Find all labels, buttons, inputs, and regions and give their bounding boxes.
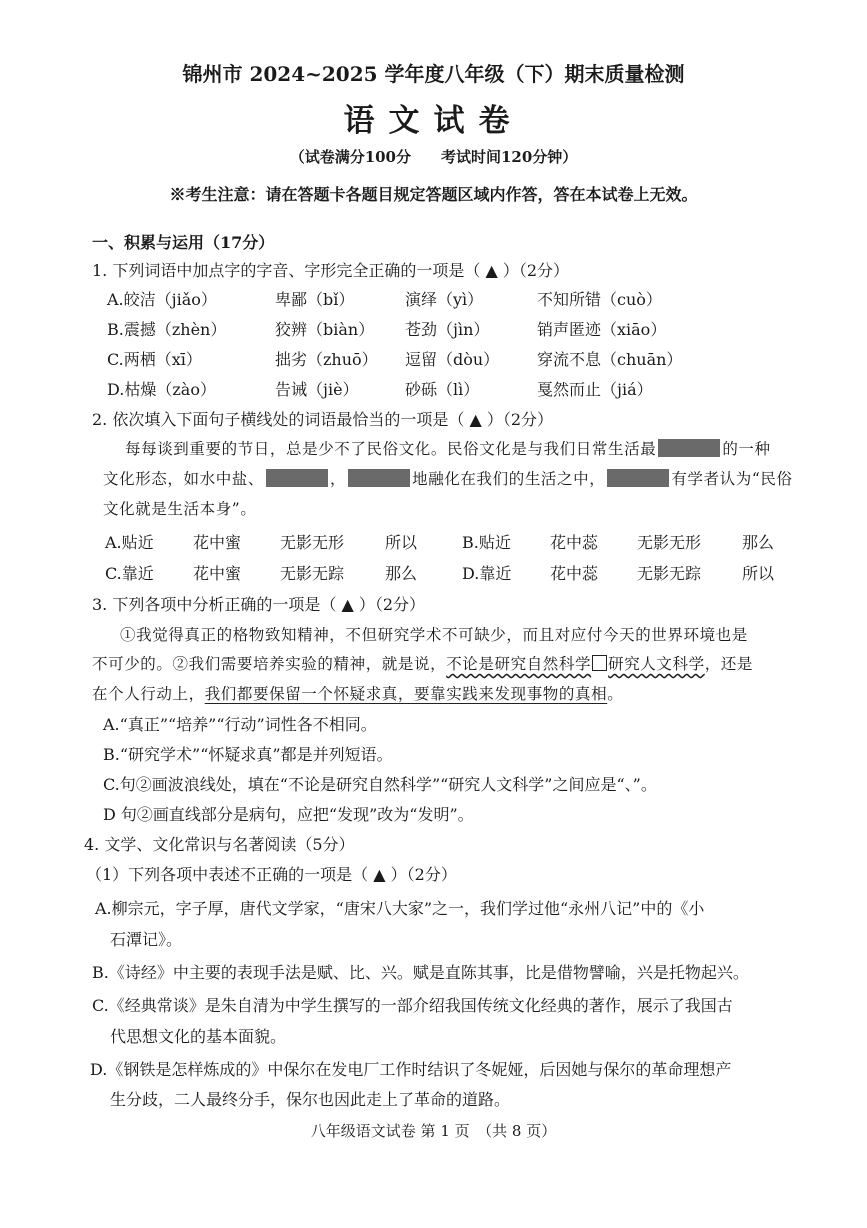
- q3-option-c: C.句②画波浪线处，填在“不论是研究自然科学”“研究人文科学”之间应是“、”。: [103, 775, 657, 794]
- q1-option: 销声匿迹（xiāo）: [537, 320, 667, 339]
- answer-blank: [348, 469, 410, 487]
- exam-notice: ※考生注意：请在答题卡各题目规定答题区域内作答，答在本试卷上无效。: [169, 185, 698, 204]
- q1-option: 不知所错（cuò）: [537, 290, 662, 309]
- q1-option: B.震撼（zhèn）: [107, 320, 227, 339]
- page-footer: 八年级语文试卷 第 1 页 （共 8 页）: [310, 1122, 557, 1140]
- q2-option: 无影无形: [637, 533, 702, 552]
- q3-passage-text: 不可少的。②我们需要培养实验的精神，就是说，: [92, 655, 447, 673]
- q1-option: 戛然而止（jiá）: [537, 380, 653, 399]
- q4-option-b: B.《诗经》中主要的表现手法是赋、比、兴。赋是直陈其事，比是借物譬喻，兴是托物起兴。: [92, 963, 749, 982]
- q3-passage-text: 。: [607, 685, 624, 703]
- q2-passage-text: 地融化在我们的生活之中，: [412, 470, 606, 488]
- q3-passage-line: [92, 682, 623, 704]
- question-4-stem: 4. 文学、文化常识与名著阅读（5分）: [84, 835, 355, 854]
- q1-option: 卑鄙（bǐ）: [275, 290, 355, 309]
- q2-passage-line: 文化形态，如水中盐、 ， 地融化在我们的生活之中， 有学者认为“民俗: [103, 470, 793, 488]
- q1-option: 逗留（dòu）: [405, 350, 500, 369]
- q3-option-b: B.“研究学术”“怀疑求真”都是并列短语。: [103, 745, 393, 764]
- q2-passage-text: 文化形态，如水中盐、: [103, 470, 265, 488]
- question-4-sub1: （1）下列各项中表述不正确的一项是（ ▲ ）（2分）: [86, 865, 457, 884]
- q2-passage-text: 的一种: [722, 440, 771, 458]
- answer-blank: [266, 469, 328, 487]
- page-title: 语文试卷: [343, 103, 524, 139]
- q2-option: 花中蜜: [193, 533, 242, 552]
- wavy-underlined-text: 不论是研究自然科学: [446, 655, 592, 673]
- underlined-text: 我们都要保留一个怀疑求真，要靠实践来发现事物的真相: [204, 685, 608, 703]
- question-3-stem: 3. 下列各项中分析正确的一项是（ ▲ ）（2分）: [92, 595, 426, 614]
- q4-option-a-cont: 石潭记》。: [110, 930, 183, 949]
- q1-option: 穿流不息（chuān）: [537, 350, 683, 369]
- q3-passage-line: ①我觉得真正的格物致知精神，不但研究学术不可缺少，而且对应付今天的世界环境也是: [120, 626, 748, 644]
- q2-option: B.贴近: [462, 533, 511, 552]
- q2-option: 无影无形: [280, 533, 345, 552]
- wavy-underlined-text: 研究人文科学: [608, 655, 705, 673]
- q1-option: A.皎洁（jiǎo）: [107, 290, 217, 309]
- q1-option: D.枯燥（zào）: [107, 380, 216, 399]
- q2-option: D.靠近: [462, 564, 512, 583]
- question-2-stem: 2. 依次填入下面句子横线处的词语最恰当的一项是（ ▲ ）（2分）: [92, 410, 554, 429]
- q3-passage-text: ，还是: [704, 655, 754, 673]
- q4-option-c: C.《经典常谈》是朱自清为中学生撰写的一部介绍我国传统文化经典的著作，展示了我国古: [92, 996, 733, 1015]
- q3-passage-line: [92, 652, 753, 674]
- q2-passage-line: 文化就是生活本身”。: [103, 500, 257, 518]
- q2-option: 那么: [742, 533, 775, 552]
- q2-option: 花中蕊: [550, 533, 599, 552]
- q2-option: 花中蕊: [550, 564, 599, 583]
- question-1-stem: 1. 下列词语中加点字的字音、字形完全正确的一项是（ ▲ ）（2分）: [92, 261, 570, 280]
- q1-option: 苍劲（jìn）: [405, 320, 490, 339]
- q2-option: 花中蜜: [193, 564, 242, 583]
- q3-passage-text: 在个人行动上，: [92, 685, 205, 703]
- answer-blank: [658, 439, 720, 457]
- q1-option: 告诫（jiè）: [275, 380, 359, 399]
- q4-option-c-cont: 代思想文化的基本面貌。: [110, 1027, 287, 1046]
- section-heading: 一、积累与运用（17分）: [92, 233, 275, 252]
- answer-blank: [607, 469, 669, 487]
- q4-option-d-cont: 生分歧，二人最终分手，保尔也因此走上了革命的道路。: [110, 1090, 511, 1109]
- q4-option-a: A.柳宗元，字子厚，唐代文学家，“唐宋八大家”之一，我们学过他“永州八记”中的《小: [95, 899, 705, 918]
- q1-option: 砂砾（lì）: [405, 380, 480, 399]
- blank-box: [592, 655, 607, 671]
- q2-option: 那么: [385, 564, 418, 583]
- q2-option: 无影无踪: [637, 564, 702, 583]
- q2-option: A.贴近: [105, 533, 154, 552]
- q1-option: C.两栖（xī）: [107, 350, 202, 369]
- exam-header-line: 锦州市 2024~2025 学年度八年级（下）期末质量检测: [182, 62, 685, 86]
- exam-meta: （试卷满分100分 考试时间120分钟）: [289, 148, 578, 166]
- q1-option: 演绎（yì）: [405, 290, 484, 309]
- q2-passage-text: 每每谈到重要的节日，总是少不了民俗文化。民俗文化是与我们日常生活最: [125, 440, 657, 458]
- q2-option: C.靠近: [105, 564, 154, 583]
- q2-option: 所以: [742, 564, 775, 583]
- q4-option-d: D.《钢铁是怎样炼成的》中保尔在发电厂工作时结识了冬妮娅，后因她与保尔的革命理想产: [90, 1060, 732, 1079]
- q2-passage-text: 有学者认为“民俗: [671, 470, 793, 488]
- q2-passage-line: [125, 437, 771, 459]
- q1-option: 拙劣（zhuō）: [275, 350, 378, 369]
- q2-option: 所以: [385, 533, 418, 552]
- q3-option-a: A.“真正”“培养”“行动”词性各不相同。: [103, 715, 377, 734]
- q1-option: 狡辨（biàn）: [275, 320, 375, 339]
- q3-option-d: D 句②画直线部分是病句，应把“发现”改为“发明”。: [103, 805, 474, 824]
- q2-option: 无影无踪: [280, 564, 345, 583]
